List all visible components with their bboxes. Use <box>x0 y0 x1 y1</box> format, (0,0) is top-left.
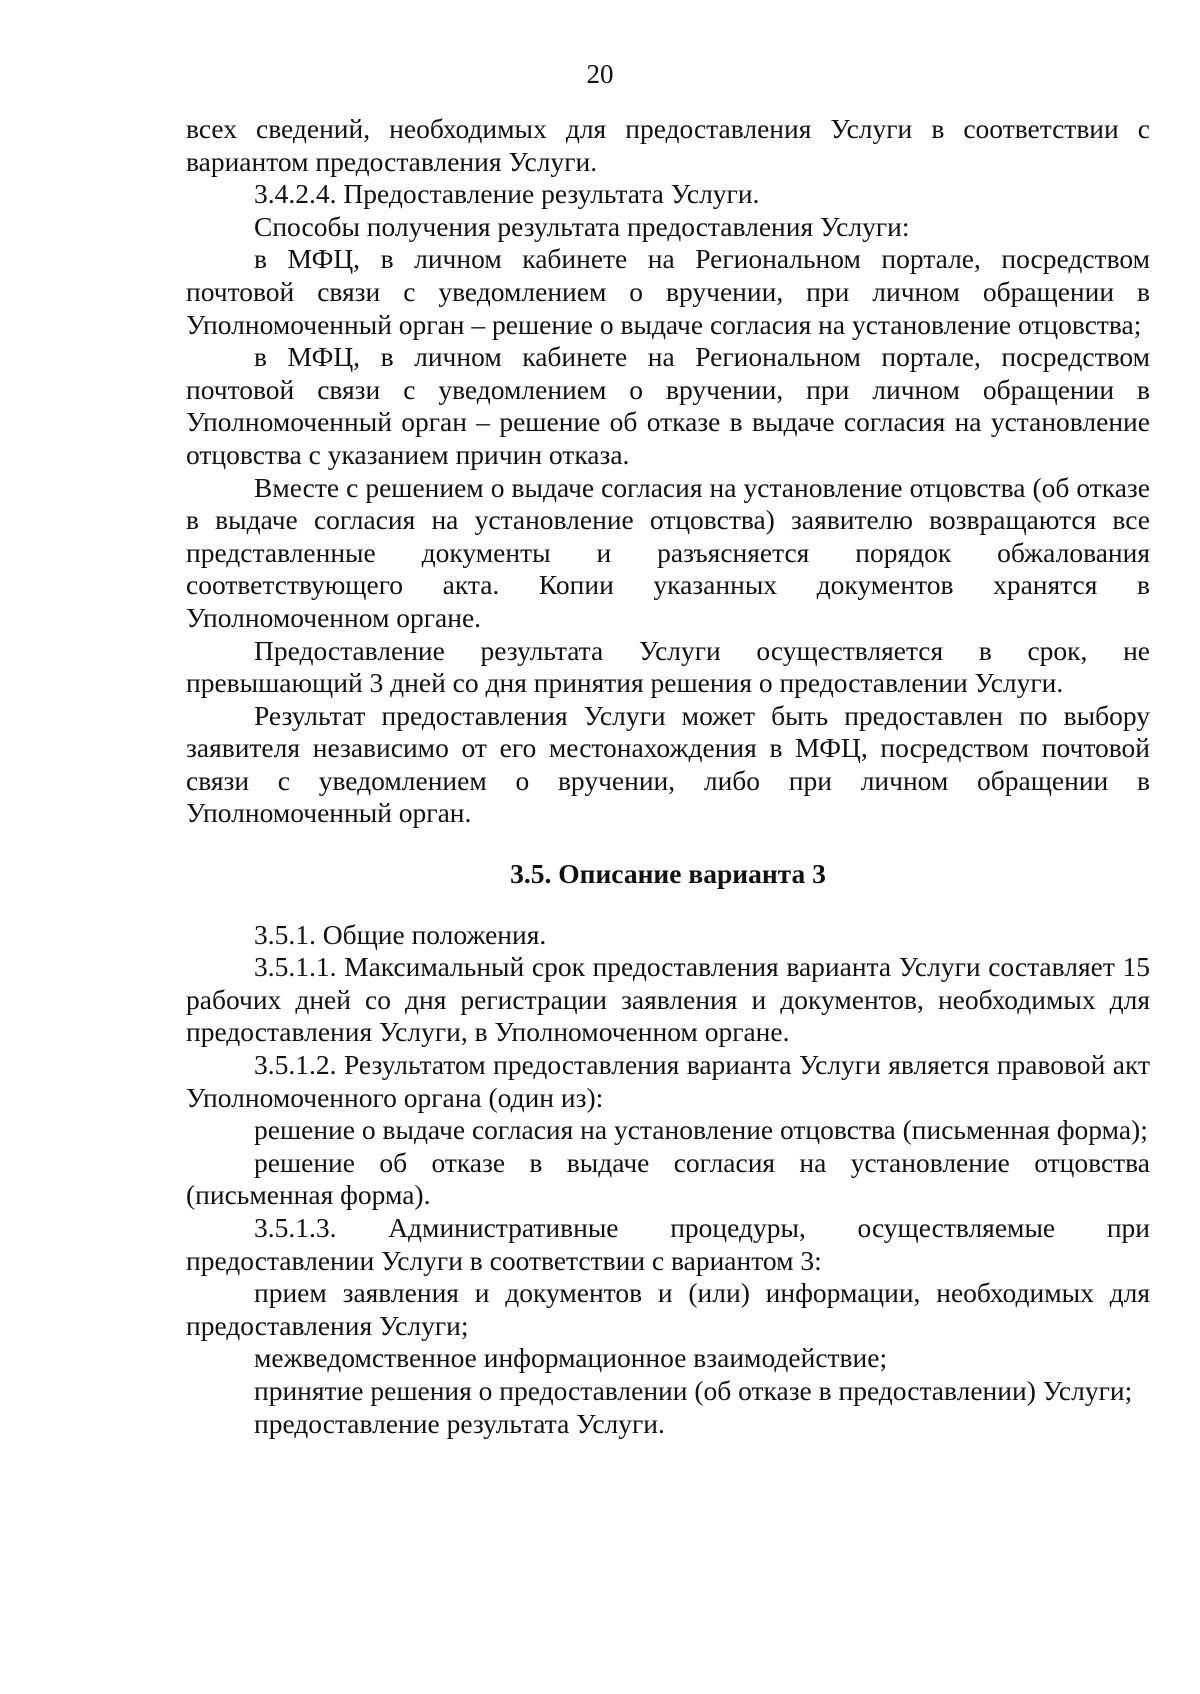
paragraph: 3.5.1.2. Результатом предоставления варианта Услуги является правовой акт Уполномоченного органа (один из): <box>186 1049 1150 1113</box>
paragraph: Предоставление результата Услуги осуществляется в срок, не превышающий 3 дней со дня принятия решения о предоставлении Услуги. <box>186 634 1150 699</box>
paragraph: предоставление результата Услуги. <box>254 1407 665 1439</box>
paragraph: в МФЦ, в личном кабинете на Региональном портале, посредством почтовой связи с уведомлением о вручении, при личном обращении в Уполномоченный орган – решение о выдаче согласия на установление отцовства; <box>186 243 1150 340</box>
paragraph: всех сведений, необходимых для предоставления Услуги в соответствии с вариантом предоставления Услуги. <box>186 113 1150 177</box>
paragraph: 3.5.1. Общие положения. <box>254 918 547 950</box>
paragraph: 3.5.1.3. Административные процедуры, осуществляемые при предоставлении Услуги в соответствии с вариантом 3: <box>186 1212 1150 1276</box>
paragraph: Результат предоставления Услуги может быть предоставлен по выбору заявителя независимо от его местонахождения в МФЦ, посредством почтовой связи с уведомлением о вручении, либо при личном обращении в Уполномоченный орган. <box>186 699 1150 829</box>
paragraph: Вместе с решением о выдаче согласия на установление отцовства (об отказе в выдаче согласия на установление отцовства) заявителю возвращаются все представленные документы и разъясняется порядок обжалования соответствующего акта. Копии указанных документов хранятся в Уполномоченном органе. <box>186 471 1150 633</box>
section-heading: 3.5. Описание варианта 3 <box>510 858 826 890</box>
top-text-block <box>186 113 1150 830</box>
paragraph: межведомственное информационное взаимодействие; <box>254 1342 888 1374</box>
page-number: 20 <box>586 59 614 89</box>
paragraph: 3.5.1.1. Максимальный срок предоставления варианта Услуги составляет 15 рабочих дней со дня регистрации заявления и документов, необходимых для предоставления Услуги, в Уполномоченном органе. <box>186 951 1150 1048</box>
paragraph: принятие решения о предоставлении (об отказе в предоставлении) Услуги; <box>254 1374 1133 1406</box>
paragraph: в МФЦ, в личном кабинете на Региональном портале, посредством почтовой связи с уведомлением о вручении, при личном обращении в Уполномоченный орган – решение об отказе в выдаче согласия на установление отцовства с указанием причин отказа. <box>186 341 1150 470</box>
paragraph: Способы получения результата предоставления Услуги: <box>254 210 910 242</box>
paragraph: 3.4.2.4. Предоставление результата Услуги. <box>254 178 760 210</box>
paragraph: решение об отказе в выдаче согласия на установление отцовства (письменная форма). <box>186 1146 1150 1211</box>
bottom-text-block <box>186 919 1150 1441</box>
document-body <box>186 113 1150 1440</box>
paragraph: решение о выдаче согласия на установление отцовства (письменная форма); <box>254 1114 1148 1146</box>
paragraph: прием заявления и документов и (или) информации, необходимых для предоставления Услуги; <box>186 1277 1150 1341</box>
